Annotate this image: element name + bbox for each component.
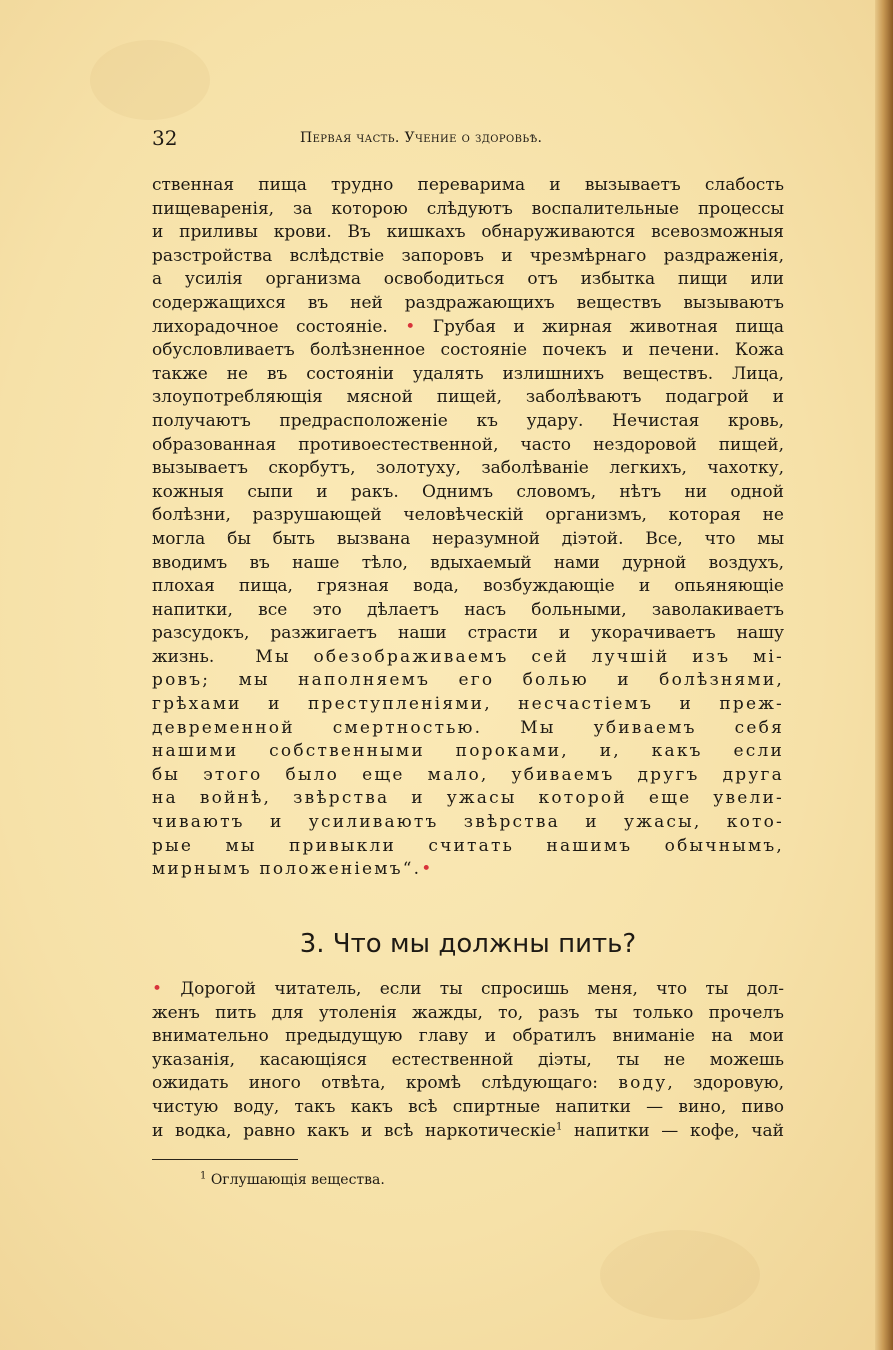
page-edge-shadow	[875, 0, 893, 1350]
spaced-text-line: рые мы привыкли считать нашимъ обычнымъ,	[152, 835, 784, 856]
running-head: Первая часть. Учение о здоровьѣ.	[300, 130, 543, 146]
text-line: болѣзни, разрушающей человѣческій организмъ, которая не	[152, 505, 784, 526]
text-line: получаютъ предрасположеніе къ удару. Нечистая кровь,	[152, 410, 784, 431]
text-line: злоупотребляющія мясной пищей, заболѣваютъ подагрой и	[152, 387, 784, 408]
text-line: чистую воду, такъ какъ всѣ спиртные напитки — вино, пиво	[152, 1096, 784, 1117]
text-line	[152, 1072, 784, 1096]
text-line: обусловливаетъ болѣзненное состояніе почекъ и печени. Кожа	[152, 340, 784, 361]
paper-stain	[90, 40, 210, 120]
footnote-text: Оглушающія вещества.	[210, 1172, 385, 1188]
text-line: содержащихся въ ней раздражающихъ веществъ вызываютъ	[152, 292, 784, 313]
text-line	[152, 316, 784, 340]
text-line: ственная пища трудно переварима и вызываетъ слабость	[152, 175, 784, 195]
text-line: вводимъ въ наше тѣло, вдыхаемый нами дурной воздухъ,	[152, 552, 784, 573]
text-segment: лихорадочное состояніе.	[152, 316, 406, 337]
text-line: и приливы крови. Въ кишкахъ обнаруживаются всевозможныя	[152, 222, 784, 243]
paragraph-marker-icon: •	[152, 979, 181, 999]
text-line	[152, 1120, 784, 1144]
spaced-text-segment: воду	[618, 1073, 668, 1094]
paper-stain	[600, 1230, 760, 1320]
page-header	[152, 124, 784, 152]
spaced-text-line: бы этого было еще мало, убиваемъ другъ друга	[152, 764, 784, 785]
text-line: вызываетъ скорбутъ, золотуху, заболѣваніе легкихъ, чахотку,	[152, 458, 784, 479]
text-segment: , здоровую,	[667, 1073, 784, 1094]
footnote-marker: 1	[200, 1170, 207, 1182]
section-heading: 3. Что мы должны пить?	[299, 929, 637, 959]
spaced-text-line: на войнѣ, звѣрства и ужасы которой еще увели-	[152, 788, 784, 809]
footnote	[200, 1169, 385, 1191]
paragraph-1	[152, 174, 784, 882]
text-segment: ожидать иного отвѣта, кромѣ слѣдующаго:	[152, 1073, 619, 1094]
text-line: разстройства вслѣдствіе запоровъ и чрезмѣрнаго раздраженія,	[152, 245, 784, 266]
text-line: образованная противоестественной, часто нездоровой пищей,	[152, 434, 784, 455]
footnote-divider	[152, 1159, 298, 1160]
spaced-text-line: грѣхами и преступленіями, несчастіемъ и преж-	[152, 694, 784, 715]
text-line: напитки, все это дѣлаетъ насъ больными, заволакиваетъ	[152, 599, 784, 620]
text-line: внимательно предыдущую главу и обратилъ вниманіе на мои	[152, 1026, 784, 1047]
text-line: могла бы быть вызвана неразумной діэтой. Все, что мы	[152, 528, 784, 549]
text-line: женъ пить для утоленія жажды, то, разъ ты только прочелъ	[152, 1002, 784, 1023]
text-line: указанія, касающіяся естественной діэты, ты не можешь	[152, 1049, 784, 1070]
paragraph-marker-icon: •	[421, 859, 434, 880]
text-segment: Дорогой читатель, если ты спросишь меня, что ты дол-	[180, 979, 784, 999]
text-line: разсудокъ, разжигаетъ наши страсти и укорачиваетъ нашу	[152, 623, 784, 644]
text-line: кожныя сыпи и ракъ. Однимъ словомъ, нѣтъ ни одной	[152, 481, 784, 502]
text-line: пищеваренія, за которою слѣдуютъ воспалительные процессы	[152, 198, 784, 219]
text-line: плохая пища, грязная вода, возбуждающіе и опьяняющіе	[152, 576, 784, 597]
text-segment: и водка, равно какъ и всѣ наркотическіе	[152, 1120, 556, 1141]
spaced-text-line: чиваютъ и усиливаютъ звѣрства и ужасы, кото-	[152, 812, 784, 833]
paragraph-marker-icon: •	[405, 316, 416, 337]
text-line: также не въ состояніи удалять излишнихъ веществъ. Лица,	[152, 363, 784, 384]
page-number: 32	[152, 126, 178, 150]
spaced-text-line: ровъ; мы наполняемъ его болью и болѣзнями,	[152, 670, 784, 691]
footnote-reference: 1	[555, 1120, 563, 1132]
paragraph-2	[152, 978, 784, 1143]
text-line	[152, 978, 784, 1002]
spaced-text-line: нашими собственными пороками, и, какъ если	[152, 741, 784, 762]
text-segment: мирнымъ положеніемъ“.	[152, 859, 422, 880]
text-segment: жизнь.	[152, 646, 215, 667]
text-line	[152, 858, 784, 882]
spaced-text-line: девременной смертностью. Мы убиваемъ себя	[152, 717, 784, 738]
text-line	[152, 646, 784, 670]
spaced-text-segment: Мы обезображиваемъ сей лучшій изъ мі-	[255, 646, 784, 667]
text-segment: напитки — кофе, чай	[562, 1120, 784, 1141]
text-segment: Грубая и жирная животная пища	[415, 316, 784, 337]
text-line: а усилія организма освободиться отъ избытка пищи или	[152, 269, 784, 290]
